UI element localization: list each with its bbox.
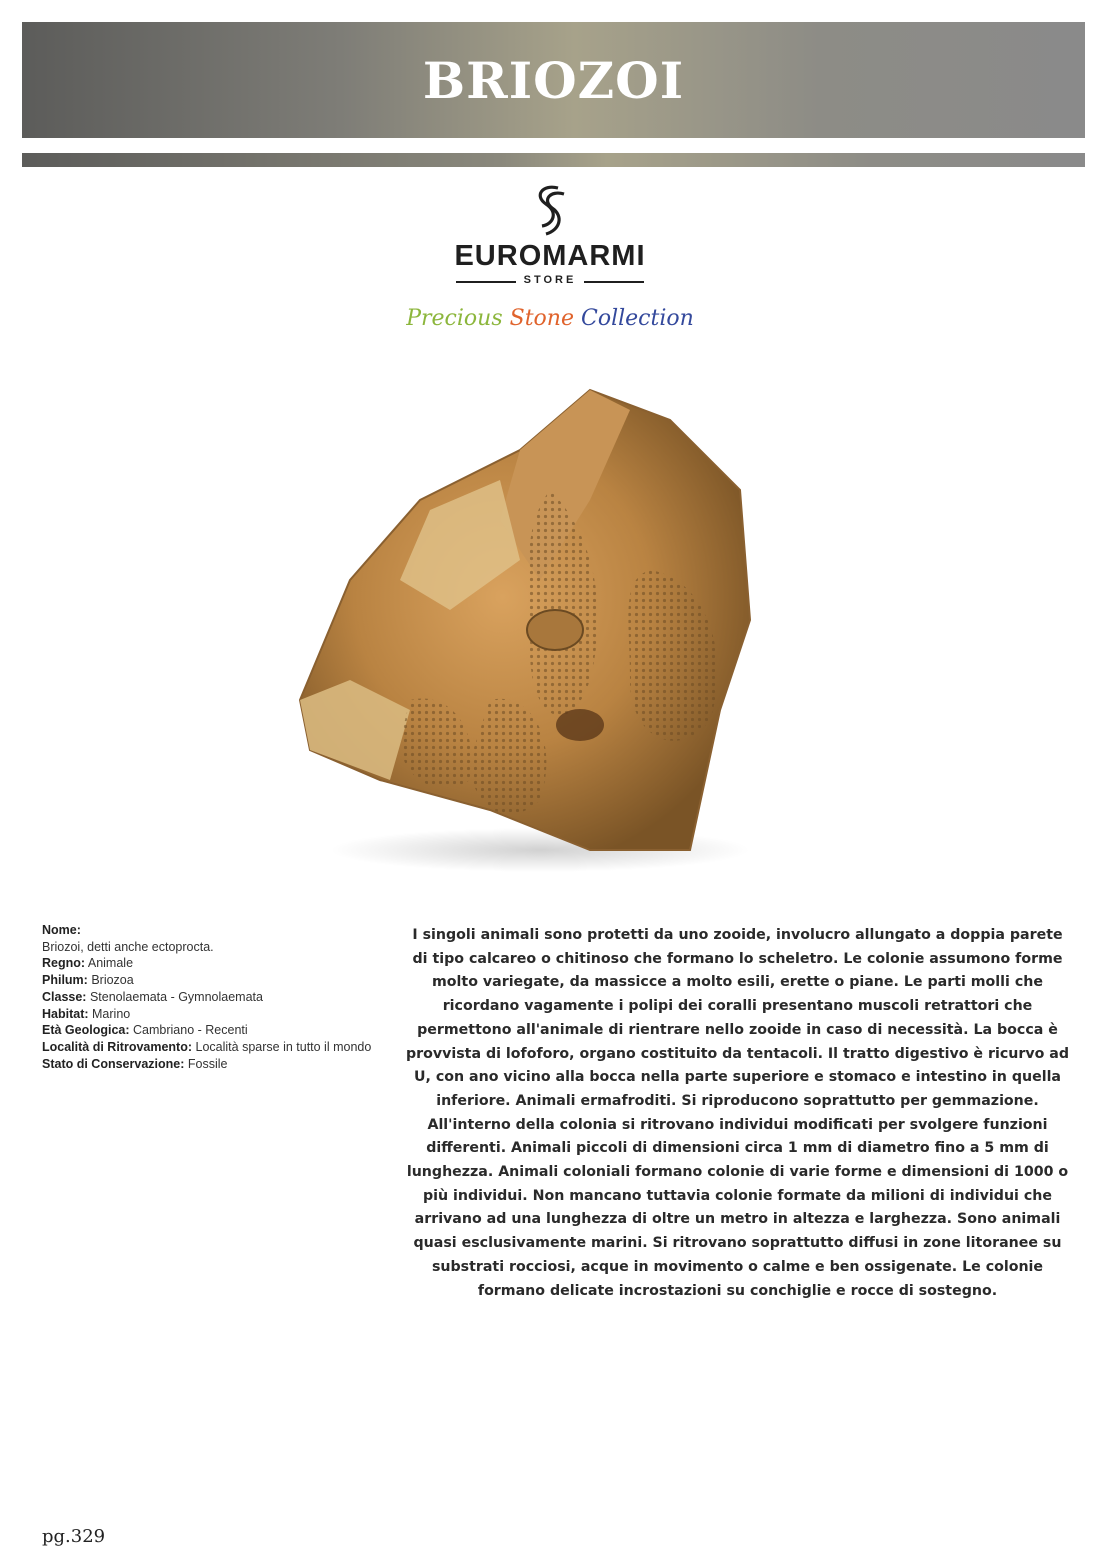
- spec-habitat: Habitat: Marino: [42, 1006, 131, 1021]
- description-text: I singoli animali sono protetti da uno zooide, involucro allungato a doppia parete di tipo calcareo o chitinoso che formano lo scheletro. Le colonie assumono forme molto variegate, da massicce a molto esili, erette o piane. Le parti molli che ricordano vagamente i polipi dei coralli presentano muscoli retrattori che permettono all'animale di rientrare nello zooide in caso di necessità. La bocca è provvista di lofoforo, organo costituito da tentacoli. Il tratto digestivo è ricurvo ad U, con ano vicino alla bocca nella parte superiore e stomaco e intestino in quella inferiore. Animali ermafroditi. Si riproducono soprattutto per gemmazione. All'interno della colonia si ritrovano individui modificati per svolgere funzioni differenti. Animali piccoli di dimensioni circa 1 mm di diametro fino a 5 mm di lunghezza. Animali coloniali formano colonie di varie forme e dimensioni di 1000 o più individui. Non mancano tuttavia colonie formate da milioni di individui che arrivano ad una lunghezza di oltre un metro in altezza e larghezza. Sono animali quasi esclusivamente marini. Si ritrovano soprattutto diffusi in zone litoranee su substrati rocciosi, acque in movimento o calme e ben ossigenate. Le colonie formano delicate incrostazioni su conchiglie e rocce di sostegno.: [405, 927, 1070, 1299]
- spec-stato: Stato di Conservazione: Fossile: [42, 1056, 228, 1071]
- spec-classe: Classe: Stenolaemata - Gymnolaemata: [42, 989, 263, 1004]
- s-monogram-icon: [520, 182, 580, 240]
- spec-philum: Philum: Briozoa: [42, 973, 134, 988]
- description-block: [405, 924, 1070, 1303]
- fossil-rock-image: [290, 380, 770, 880]
- brand-store-label: STORE: [523, 274, 577, 286]
- spec-localita: Località di Ritrovamento: Località sparse in tutto il mondo: [42, 1039, 372, 1054]
- spec-nome-value: Briozoi, detti anche ectoprocta.: [42, 939, 214, 954]
- header-divider: [22, 153, 1085, 167]
- spec-eta: Età Geologica: Cambriano - Recenti: [42, 1023, 248, 1038]
- specs-block: [42, 922, 382, 1072]
- tagline-collection: Collection: [580, 306, 694, 331]
- brand-name: EUROMARMI: [454, 240, 646, 272]
- page-title: BRIOZOI: [422, 50, 685, 110]
- tagline-precious: Precious: [406, 306, 503, 331]
- tagline-stone: Stone: [509, 306, 574, 331]
- spec-nome-label: Nome:: [42, 923, 81, 937]
- tagline: [400, 306, 700, 331]
- title-banner: [22, 22, 1085, 138]
- euromarmi-logo: [400, 182, 700, 352]
- spec-regno: Regno: Animale: [42, 956, 134, 971]
- page-number: pg.329: [42, 1526, 106, 1547]
